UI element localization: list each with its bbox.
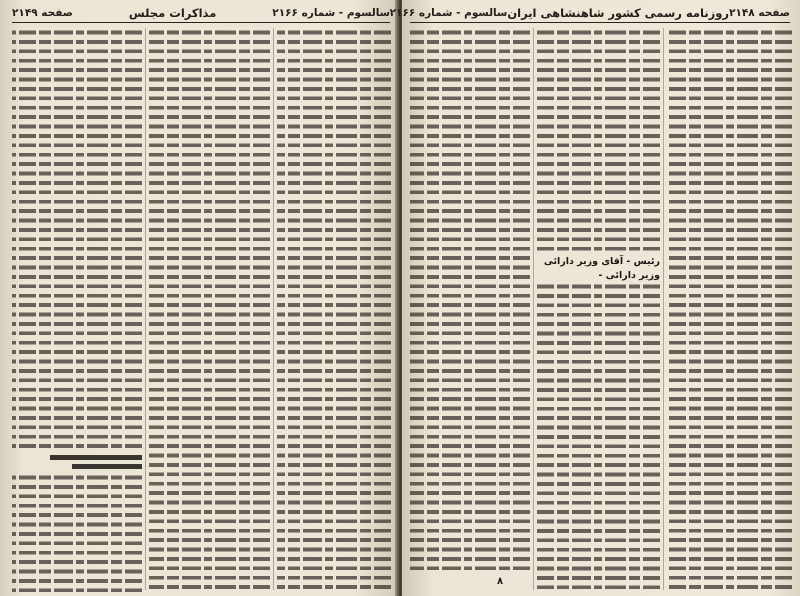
right-page-column-2 <box>537 28 660 592</box>
right-issue-label: سالسوم - شماره ۲۱۶۶ <box>389 6 508 19</box>
column-rule <box>533 28 534 590</box>
right-page <box>389 0 800 596</box>
right-page-column-1 <box>410 28 530 573</box>
column-rule <box>273 28 274 590</box>
left-section-title: مذاکرات مجلس <box>128 5 217 20</box>
column-rule <box>145 28 146 590</box>
text-block <box>537 282 660 592</box>
left-page-header <box>12 3 390 23</box>
folio-number: ۸ <box>497 576 504 587</box>
left-page-label: صفحه ۲۱۴۹ <box>12 6 73 19</box>
gazette-title: روزنامه رسمی کشور شاهنشاهی ایران <box>507 5 730 20</box>
column-rule <box>663 28 664 590</box>
right-page-label: صفحه ۲۱۴۸ <box>729 6 790 19</box>
right-page-column-3 <box>667 28 792 591</box>
left-page-column-1 <box>12 28 142 595</box>
text-block <box>410 28 530 573</box>
right-page-header <box>389 3 790 23</box>
text-block <box>12 28 142 451</box>
bold-heading-line <box>50 455 142 460</box>
text-block <box>149 28 270 591</box>
left-page <box>0 0 398 596</box>
text-block <box>12 473 142 595</box>
text-block <box>537 28 660 254</box>
left-issue-label: سالسوم - شماره ۲۱۶۶ <box>272 6 390 19</box>
speaker-label: وزیر دارائی - <box>598 269 660 281</box>
left-page-column-2 <box>149 28 270 591</box>
text-block <box>277 28 391 591</box>
text-block <box>667 28 792 591</box>
bold-heading-line <box>72 464 142 469</box>
speaker-heading: رئیس - آقای وزیر دارائی <box>543 256 660 267</box>
left-page-column-3 <box>277 28 391 591</box>
